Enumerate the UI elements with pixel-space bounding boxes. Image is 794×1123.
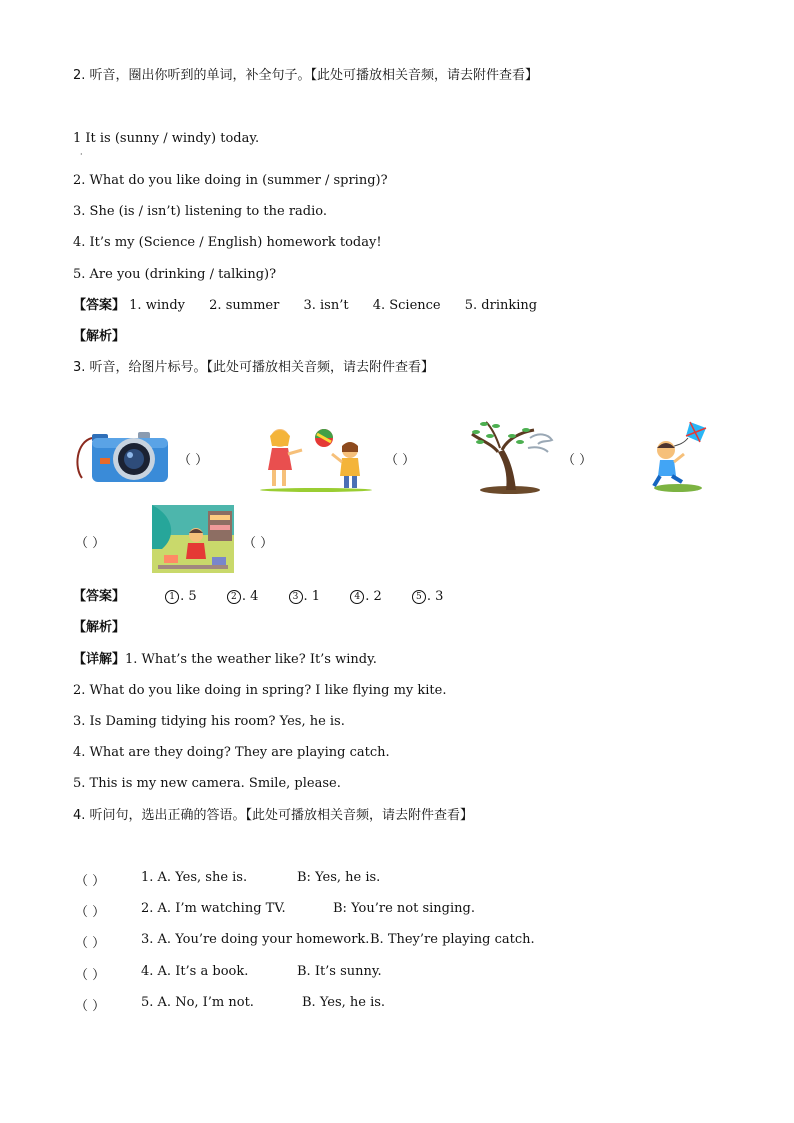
q4-blank-5[interactable]: （ ） — [75, 999, 106, 1014]
q4-item-1-b: B: Yes, he is. — [297, 870, 381, 885]
q2-answer-1: 1. windy — [129, 298, 186, 313]
q3-answer-value-2: . 4 — [241, 589, 259, 604]
q3-blank-4[interactable]: （ ） — [75, 536, 106, 551]
windy-tree-picture — [468, 418, 554, 494]
q4-blank-1[interactable]: （ ） — [75, 874, 106, 889]
q3-answer-number-1: 1 — [165, 590, 179, 604]
q3-title: 3. 听音，给图片标号。【此处可播放相关音频，请去附件查看】 — [73, 360, 435, 375]
q3-answer-value-3: . 1 — [303, 589, 321, 604]
q4-item-2-a: 2. A. I’m watching TV. — [141, 901, 286, 916]
q4-blank-3[interactable]: （ ） — [75, 936, 106, 951]
q2-answer-2: 2. summer — [209, 298, 280, 313]
q2-answer-5: 5. drinking — [464, 298, 538, 313]
detail-tag: 【详解】 — [73, 652, 126, 667]
bullet-dot: · — [80, 150, 83, 159]
q3-blank-3[interactable]: （ ） — [562, 453, 593, 468]
q4-item-5-b: B. Yes, he is. — [302, 995, 386, 1010]
q4-blank-4[interactable]: （ ） — [75, 968, 106, 983]
q3-answer-value-4: . 2 — [365, 589, 382, 604]
q3-detail-2: 2. What do you like doing in spring? I like flying my kite. — [73, 683, 447, 698]
q2-answer-row — [73, 298, 537, 314]
q3-answer-row — [73, 589, 443, 605]
q4-blank-2[interactable]: （ ） — [75, 905, 106, 920]
analysis-tag: 【解析】 — [73, 329, 126, 344]
q3-blank-2[interactable]: （ ） — [385, 453, 416, 468]
q4-title: 4. 听问句，选出正确的答语。【此处可播放相关音频，请去附件查看】 — [73, 808, 474, 823]
q2-item-5: 5. Are you (drinking / talking)? — [73, 267, 277, 282]
analysis-tag: 【解析】 — [73, 620, 126, 635]
q3-answer-number-2: 2 — [227, 590, 241, 604]
q3-blank-1[interactable]: （ ） — [178, 453, 209, 468]
q3-blank-5[interactable]: （ ） — [243, 536, 274, 551]
playing-catch-picture — [258, 424, 374, 492]
q2-item-1: 1 It is (sunny / windy) today. — [73, 131, 260, 146]
q4-item-4-b: B. It’s sunny. — [297, 964, 382, 979]
kite-boy-picture — [640, 418, 716, 494]
q3-detail-1: 1. What’s the weather like? It’s windy. — [125, 652, 377, 667]
q3-answer-value-1: . 5 — [180, 589, 197, 604]
q2-item-3: 3. She (is / isn’t) listening to the radio. — [73, 204, 327, 219]
tidying-room-picture — [152, 505, 234, 573]
q4-item-3-a: 3. A. You’re doing your homework. — [141, 932, 370, 947]
camera-picture — [72, 428, 170, 484]
q4-item-2-b: B: You’re not singing. — [333, 901, 475, 916]
q2-title: 2. 听音，圈出你听到的单词，补全句子。【此处可播放相关音频，请去附件查看】 — [73, 68, 539, 83]
q3-detail-3: 3. Is Daming tidying his room? Yes, he is. — [73, 714, 345, 729]
q3-detail-5: 5. This is my new camera. Smile, please. — [73, 776, 341, 791]
q3-answer-number-3: 3 — [289, 590, 303, 604]
q3-answer-number-5: 5 — [412, 590, 426, 604]
q4-item-3-b: B. They’re playing catch. — [370, 932, 535, 947]
q4-item-1-a: 1. A. Yes, she is. — [141, 870, 248, 885]
q3-detail-1-row — [73, 652, 377, 668]
q3-answer-number-4: 4 — [350, 590, 364, 604]
q3-detail-4: 4. What are they doing? They are playing catch. — [73, 745, 390, 760]
q2-item-2: 2. What do you like doing in (summer / spring)? — [73, 173, 388, 188]
q4-item-4-a: 4. A. It’s a book. — [141, 964, 249, 979]
q2-item-4: 4. It’s my (Science / English) homework today! — [73, 235, 382, 250]
answer-tag: 【答案】 — [73, 589, 126, 604]
q2-answer-4: 4. Science — [372, 298, 441, 313]
q3-answer-value-5: . 3 — [426, 589, 444, 604]
answer-tag: 【答案】 — [73, 298, 126, 313]
q2-answer-3: 3. isn’t — [303, 298, 349, 313]
q4-item-5-a: 5. A. No, I’m not. — [141, 995, 254, 1010]
